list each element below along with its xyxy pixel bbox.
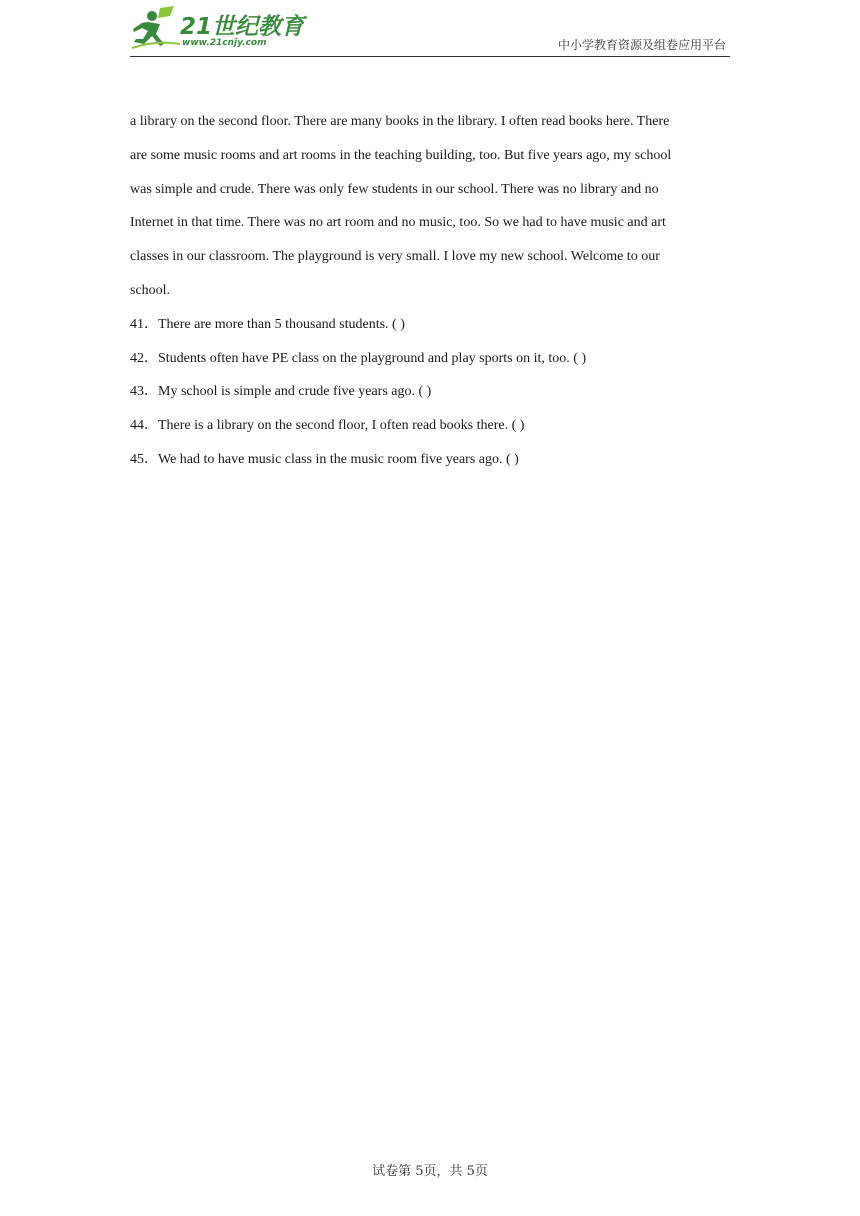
runner-logo-icon [130, 4, 182, 50]
passage-line: are some music rooms and art rooms in the teaching building, too. But five years ago, my school [130, 147, 672, 163]
passage-line: Internet in that time. There was no art room and no music, too. So we had to have music and art [130, 215, 666, 231]
logo [130, 4, 310, 52]
logo-url: www.21cnjy.com [182, 38, 267, 48]
question-text: My school is simple and crude five years ago. ( ) [158, 384, 432, 400]
question-number: 42． [130, 350, 158, 366]
passage-line: classes in our classroom. The playground is very small. I love my new school. Welcome to our [130, 249, 660, 265]
question-42 [130, 342, 730, 376]
logo-text: 21世纪教育 [180, 14, 305, 40]
question-number: 45． [130, 451, 158, 467]
question-number: 43． [130, 384, 158, 400]
passage-line: a library on the second floor. There are many books in the library. I often read books here. There [130, 114, 670, 129]
question-number: 41． [130, 316, 158, 332]
question-text: We had to have music class in the music room five years ago. ( ) [158, 451, 519, 467]
question-text: There are more than 5 thousand students. ( ) [158, 316, 405, 332]
reading-passage [130, 105, 730, 308]
page-footer: 试卷第 5页，共 5页 [372, 1164, 488, 1179]
question-43 [130, 375, 730, 409]
question-44 [130, 409, 730, 443]
question-41 [130, 308, 730, 342]
passage-line: was simple and crude. There was only few students in our school. There was no library and no [130, 181, 659, 197]
question-text: Students often have PE class on the playground and play sports on it, too. ( ) [158, 350, 587, 366]
page-header [130, 4, 730, 57]
question-number: 44． [130, 418, 158, 434]
question-45 [130, 443, 730, 477]
question-text: There is a library on the second floor, I often read books there. ( ) [158, 418, 525, 434]
passage-line: school. [130, 282, 171, 298]
platform-label: 中小学教育资源及组卷应用平台 [557, 38, 726, 52]
document-body [130, 105, 730, 477]
